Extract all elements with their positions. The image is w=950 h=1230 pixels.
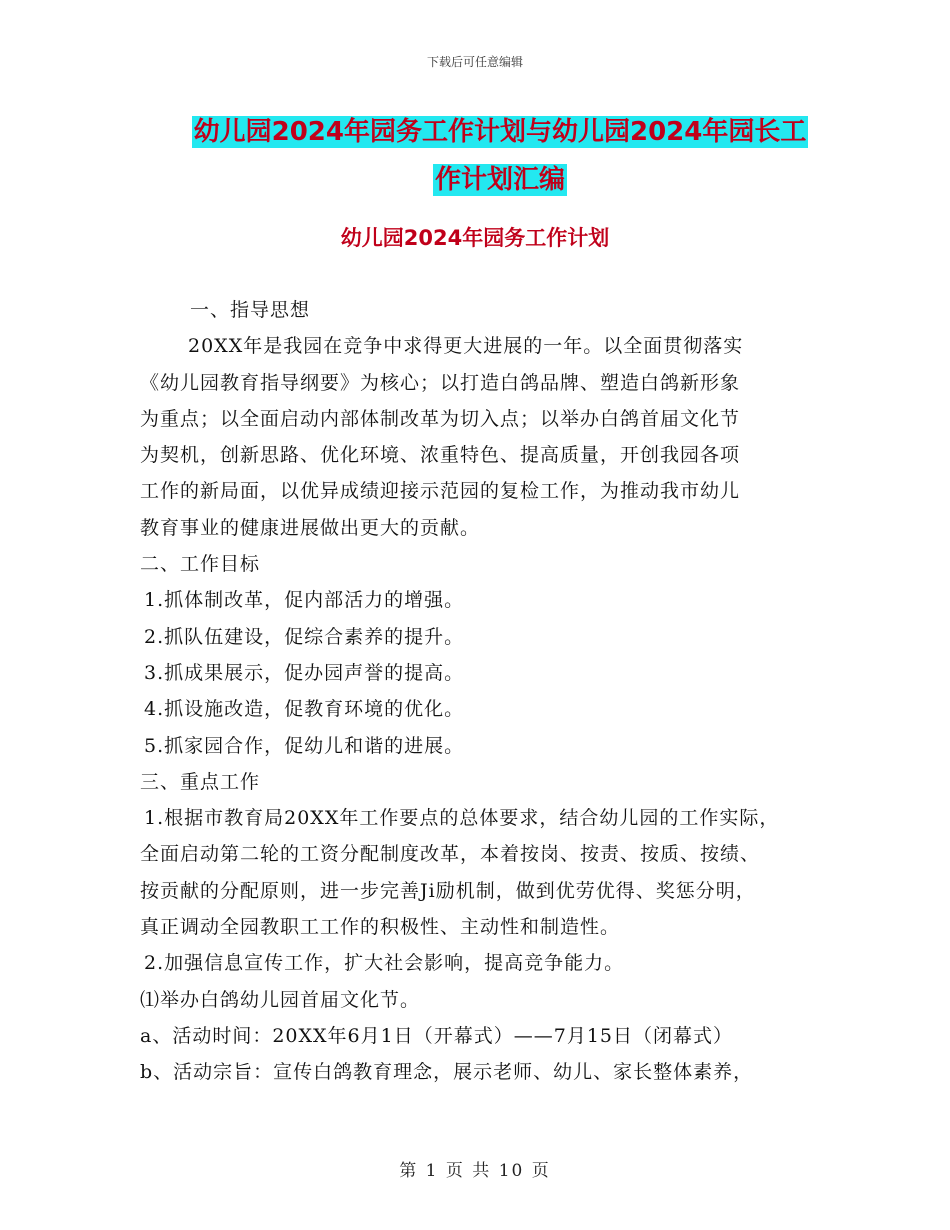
goal-item-4: 4.抓设施改造，促教育环境的优化。 [144,698,465,721]
paragraph-line: 教育事业的健康进展做出更大的贡献。 [140,516,481,539]
document-body [140,292,830,1091]
header-note: 下载后可任意编辑 [426,55,523,69]
heading-work-goals: 二、工作目标 [140,553,261,576]
page-footer: 第 1 页 共 10 页 [399,1161,551,1181]
paragraph-line: 按贡献的分配原则，进一步完善Ji励机制，做到优劳优得、奖惩分明， [140,879,756,902]
document-title [140,108,860,204]
paragraph-line: 《幼儿园教育指导纲要》为核心；以打造白鸽品牌、塑造白鸽新形象 [140,371,741,394]
heading-guiding-thought: 一、指导思想 [190,299,311,321]
paragraph-line: 1.根据市教育局20XX年工作要点的总体要求，结合幼儿园的工作实际， [144,807,780,830]
goal-item-3: 3.抓成果展示，促办园声誉的提高。 [144,661,465,684]
paragraph-line: 为重点；以全面启动内部体制改革为切入点；以举办白鸽首届文化节 [140,407,741,430]
paragraph-line: 真正调动全园教职工工作的积极性、主动性和制造性。 [140,916,621,939]
paragraph-line: 工作的新局面，以优异成绩迎接示范园的复检工作，为推动我市幼儿 [140,480,741,503]
goal-item-5: 5.抓家园合作，促幼儿和谐的进展。 [144,734,465,757]
paragraph-line: 全面启动第二轮的工资分配制度改革，本着按岗、按责、按质、按绩、 [140,843,761,866]
paragraph-line: ⑴举办白鸽幼儿园首届文化节。 [140,988,421,1011]
heading-key-work: 三、重点工作 [140,770,261,793]
paragraph-line: 20XX年是我园在竞争中求得更大进展的一年。以全面贯彻落实 [188,335,744,358]
section-title: 幼儿园2024年园务工作计划 [340,226,610,250]
goal-item-2: 2.抓队伍建设，促综合素养的提升。 [144,625,465,648]
paragraph-line: 为契机，创新思路、优化环境、浓重特色、提高质量，开创我园各项 [140,444,741,467]
paragraph-line: 2.加强信息宣传工作，扩大社会影响，提高竞争能力。 [144,952,625,975]
goal-item-1: 1.抓体制改革，促内部活力的增强。 [144,589,465,612]
paragraph-line: a、活动时间：20XX年6月1日（开幕式）——7月15日（闭幕式） [140,1024,734,1047]
document-title-line-1: 幼儿园2024年园务工作计划与幼儿园2024年园长工 [193,117,807,147]
paragraph-line: b、活动宗旨：宣传白鸽教育理念，展示老师、幼儿、家长整体素养， [140,1061,754,1084]
document-title-line-2: 作计划汇编 [434,165,565,195]
